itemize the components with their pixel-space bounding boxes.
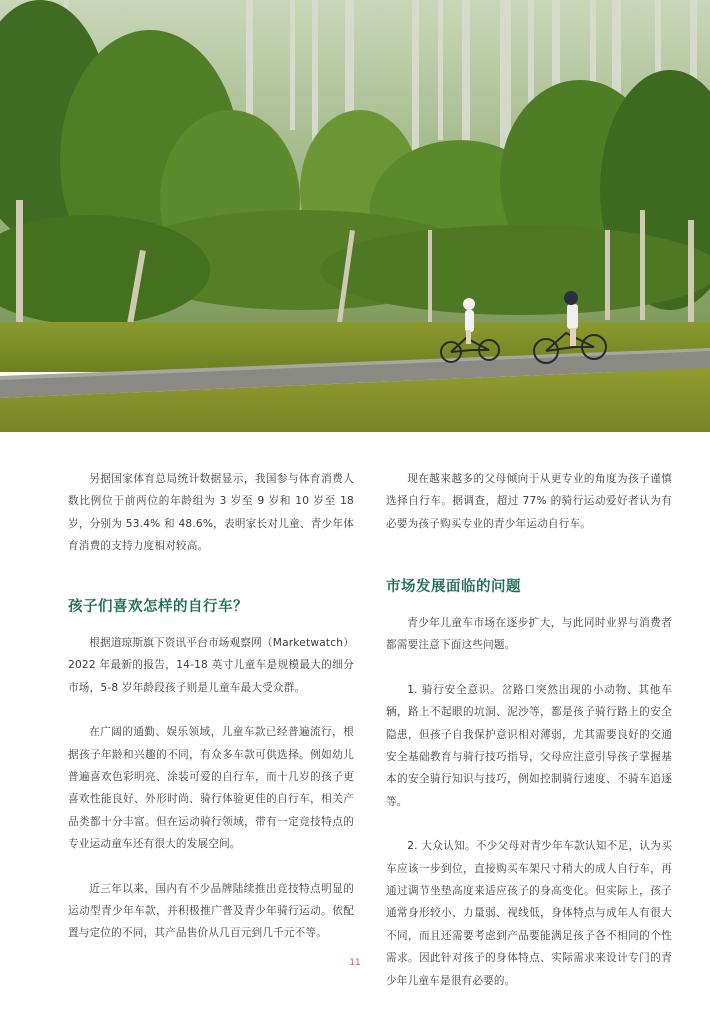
right-paragraph: 2. 大众认知。不少父母对青少年车款认知不足，认为买车应该一步到位，直接购买车架尺寸稍大的成人自行车，再通过调节坐垫高度来适应孩子的身高变化。但实际上，孩子通常身形较小、力量弱、视线低，身体特点与成年人有很大不同，而且还需要考虑到产品要能满足孩子各不相同的个性需求。因此针对孩子的身体特点、实际需求来设计专门的青少年儿童车是很有必要的。	[386, 840, 672, 987]
left-column	[68, 468, 354, 580]
right-paragraph: 1. 骑行安全意识。岔路口突然出现的小动物、其他车辆，路上不起眼的坑洞、泥沙等，都是孩子骑行路上的安全隐患，但孩子自我保护意识相对薄弱，尤其需要良好的交通安全基础教育与骑行技巧指导，父母应注意引导孩子掌握基本的安全骑行知识与技巧，例如控制骑行速度、不骑车追逐等。	[386, 683, 672, 808]
right-intro-paragraph: 现在越来越多的父母倾向于从更专业的角度为孩子谨慎选择自行车。据调查，超过 77% 的骑行运动爱好者认为有必要为孩子购买专业的青少年运动自行车。	[386, 473, 672, 530]
right-paragraph: 青少年儿童车市场在逐步扩大，与此同时业界与消费者都需要注意下面这些问题。	[386, 617, 672, 652]
left-paragraph: 近三年以来，国内有不少品牌陆续推出竞技特点明显的运动型青少年车款，并积极推广普及青少年骑行运动。依配置与定位的不同，其产品售价从几百元到几千元不等。	[68, 882, 354, 940]
right-body	[386, 612, 672, 1014]
photo-forest-cyclists	[0, 0, 710, 432]
left-paragraph: 根据道琼斯旗下资讯平台市场观察网（Marketwatch）2022 年最新的报告，14-18 英寸儿童车是规模最大的细分市场，5-8 岁年龄段孩子则是儿童车最大受众群。	[68, 637, 354, 694]
left-paragraph: 在广阔的通勤、娱乐领域，儿童车款已经普遍流行，根据孩子年龄和兴趣的不同，有众多车款可供选择。例如幼儿普遍喜欢色彩明亮、涂装可爱的自行车，而十几岁的孩子更喜欢性能良好、外形时尚、骑行体验更佳的自行车，相关产品类都十分丰富。但在运动骑行领域，带有一定竞技特点的专业运动童车还有很大的发展空间。	[68, 726, 354, 851]
left-section-heading: 孩子们喜欢怎样的自行车？	[68, 599, 248, 615]
right-column	[386, 468, 672, 557]
left-body	[68, 632, 354, 967]
right-section-heading: 市场发展面临的问题	[386, 579, 521, 595]
hero-photo	[0, 0, 710, 432]
page-number: 11	[349, 958, 361, 968]
left-intro-paragraph: 另据国家体育总局统计数据显示，我国参与体育消费人数比例位于前两位的年龄组为 3 岁至 9 岁和 10 岁至 18 岁，分别为 53.4% 和 48.6%，表明家长对儿童、青少年体育消费的支持力度相对较高。	[68, 473, 354, 553]
